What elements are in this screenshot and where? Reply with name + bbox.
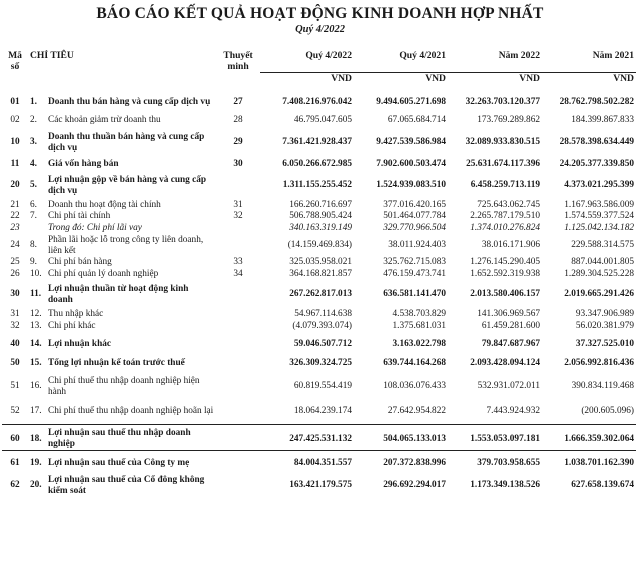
value-year-2021: 390.834.119.468 bbox=[571, 381, 634, 391]
header-note: Thuyết minh bbox=[223, 50, 253, 72]
value-year-2022: 32.263.703.120.377 bbox=[465, 96, 540, 107]
row-note bbox=[216, 333, 260, 353]
value-q4-2021: 3.163.022.798 bbox=[392, 339, 446, 349]
value-q4-2021: 504.065.133.013 bbox=[354, 425, 448, 451]
value-q4-2021: 296.692.294.017 bbox=[383, 480, 446, 490]
row-note: 32 bbox=[233, 211, 243, 221]
value-year-2021: 93.347.906.989 bbox=[575, 308, 634, 319]
value-q4-2021: 639.744.164.268 bbox=[383, 358, 446, 368]
row-code: 22 bbox=[10, 211, 20, 221]
row-code: 23 bbox=[10, 223, 20, 233]
row-note: 33 bbox=[233, 257, 243, 267]
header-item: CHỈ TIÊU bbox=[30, 50, 74, 61]
row-note: 34 bbox=[233, 269, 243, 279]
row-note bbox=[216, 306, 260, 320]
row-code: 02 bbox=[10, 115, 20, 125]
row-label: Tổng lợi nhuận kế toán trước thuế bbox=[48, 358, 185, 368]
row-label: Chi phí thuế thu nhập doanh nghiệp hiện hành bbox=[48, 375, 200, 397]
value-year-2021: 2.056.992.816.436 bbox=[564, 358, 634, 368]
value-q4-2022: 7.408.216.976.042 bbox=[282, 96, 352, 107]
value-year-2021: 887.044.001.805 bbox=[571, 257, 634, 267]
row-label: Chi phí bán hàng bbox=[48, 257, 112, 267]
value-q4-2021: 9.427.539.586.984 bbox=[376, 137, 446, 147]
row-code: 26 bbox=[10, 269, 20, 279]
row-number: 5. bbox=[30, 180, 37, 190]
income-statement-table bbox=[2, 48, 636, 497]
value-year-2022: 25.631.674.117.396 bbox=[466, 158, 540, 169]
value-q4-2021: 38.011.924.403 bbox=[388, 240, 446, 250]
table-row bbox=[2, 85, 636, 112]
row-note bbox=[216, 223, 260, 235]
value-q4-2021: 67.065.684.714 bbox=[387, 115, 446, 125]
value-q4-2021: 108.036.076.433 bbox=[383, 381, 446, 391]
row-number: 14. bbox=[30, 339, 42, 349]
value-year-2021: 28.762.798.502.282 bbox=[559, 96, 634, 107]
value-q4-2022: 364.168.821.857 bbox=[289, 269, 352, 279]
table-row bbox=[2, 211, 636, 223]
row-number: 4. bbox=[30, 158, 37, 169]
row-number: 6. bbox=[30, 199, 37, 210]
value-q4-2022: 267.262.817.013 bbox=[289, 289, 352, 299]
row-label: Doanh thu thuần bán hàng và cung cấp dịch vụ bbox=[48, 131, 205, 153]
value-year-2022: 173.769.289.862 bbox=[477, 115, 540, 125]
row-label: Chi phí quản lý doanh nghiệp bbox=[48, 269, 159, 279]
table-row bbox=[2, 269, 636, 281]
row-note bbox=[216, 425, 260, 451]
value-q4-2021: 1.524.939.083.510 bbox=[376, 180, 446, 190]
row-code: 21 bbox=[10, 199, 20, 210]
table-row bbox=[2, 223, 636, 235]
row-note: 31 bbox=[233, 199, 243, 210]
row-code: 60 bbox=[2, 425, 28, 451]
table-row bbox=[2, 171, 636, 198]
row-note bbox=[216, 373, 260, 399]
value-year-2022: 532.931.072.011 bbox=[477, 381, 540, 391]
row-note bbox=[216, 171, 260, 198]
table-row bbox=[2, 198, 636, 211]
value-q4-2022: 7.361.421.928.437 bbox=[282, 137, 352, 147]
table-row bbox=[2, 373, 636, 399]
row-label: Lợi nhuận gộp về bán hàng và cung cấp dịch vụ bbox=[48, 174, 207, 196]
header-q4-2021: Quý 4/2021 bbox=[399, 50, 446, 61]
row-number: 19. bbox=[30, 458, 42, 469]
row-code: 61 bbox=[10, 458, 20, 469]
row-label: Chi phí tài chính bbox=[48, 211, 111, 221]
row-number bbox=[28, 223, 46, 235]
value-q4-2022: 59.046.507.712 bbox=[293, 339, 352, 349]
row-code: 51 bbox=[10, 381, 20, 391]
table-row bbox=[2, 425, 636, 451]
row-code: 40 bbox=[10, 339, 20, 349]
value-q4-2021: 325.762.715.083 bbox=[383, 257, 446, 267]
value-year-2021: 627.658.139.674 bbox=[571, 480, 634, 490]
row-code: 50 bbox=[10, 358, 20, 368]
value-q4-2021: 329.770.966.504 bbox=[383, 223, 446, 233]
value-q4-2021: 377.016.420.165 bbox=[383, 199, 446, 210]
row-code: 62 bbox=[10, 480, 20, 490]
row-label: Lợi nhuận thuần từ hoạt động kinh doanh bbox=[48, 283, 189, 305]
value-year-2021: 1.167.963.586.009 bbox=[564, 199, 634, 210]
value-year-2022: 6.458.259.713.119 bbox=[470, 180, 540, 190]
value-q4-2021: 1.375.681.031 bbox=[392, 320, 446, 331]
row-label: Các khoản giảm trừ doanh thu bbox=[48, 115, 161, 125]
row-code: 30 bbox=[10, 289, 20, 299]
row-number: 1. bbox=[30, 96, 37, 107]
row-number: 10. bbox=[30, 269, 42, 279]
row-code: 52 bbox=[10, 405, 20, 416]
row-label: Giá vốn hàng bán bbox=[48, 158, 119, 169]
value-year-2022: 1.276.145.290.405 bbox=[470, 257, 540, 267]
row-code: 32 bbox=[10, 320, 20, 331]
row-number: 3. bbox=[30, 137, 37, 147]
row-number: 18. bbox=[28, 425, 46, 451]
value-q4-2022: 46.795.047.605 bbox=[293, 115, 352, 125]
value-year-2022: 7.443.924.932 bbox=[486, 405, 540, 416]
value-q4-2021: 9.494.605.271.698 bbox=[376, 96, 446, 107]
row-number: 17. bbox=[30, 405, 42, 416]
row-label: Doanh thu bán hàng và cung cấp dịch vụ bbox=[48, 96, 211, 107]
table-row bbox=[2, 257, 636, 269]
row-number: 16. bbox=[30, 381, 42, 391]
value-q4-2022: 54.967.114.638 bbox=[294, 308, 352, 319]
row-label: Lợi nhuận sau thuế của Công ty mẹ bbox=[48, 458, 190, 469]
row-label: Trong đó: Chi phí lãi vay bbox=[48, 223, 142, 233]
row-note: 30 bbox=[233, 158, 243, 169]
row-number: 15. bbox=[30, 358, 42, 368]
row-number: 9. bbox=[30, 257, 37, 267]
row-label: Chi phí thuế thu nhập doanh nghiệp hoãn lại bbox=[48, 405, 214, 416]
value-q4-2022: 326.309.324.725 bbox=[289, 358, 352, 368]
row-note: 29 bbox=[233, 137, 243, 147]
row-note bbox=[216, 235, 260, 257]
value-year-2022: 79.847.687.967 bbox=[481, 339, 540, 349]
row-label: Doanh thu hoạt động tài chính bbox=[48, 199, 161, 210]
row-note bbox=[216, 451, 260, 473]
row-note bbox=[216, 353, 260, 373]
table-row bbox=[2, 333, 636, 353]
report-period: Quý 4/2022 bbox=[295, 24, 345, 35]
unit-label: VND bbox=[542, 72, 636, 85]
value-year-2022: 38.016.171.906 bbox=[481, 240, 540, 250]
value-year-2021: 1.574.559.377.524 bbox=[564, 211, 634, 221]
row-code: 25 bbox=[10, 257, 20, 267]
table-row bbox=[2, 473, 636, 497]
value-year-2021: 1.125.042.134.182 bbox=[564, 223, 634, 233]
table-row bbox=[2, 320, 636, 333]
row-label: Lợi nhuận sau thuế của Cổ đông không kiểm soát bbox=[48, 474, 205, 496]
value-year-2022: 141.306.969.567 bbox=[477, 308, 540, 319]
row-number: 13. bbox=[30, 320, 42, 331]
value-q4-2022: (4.079.393.074) bbox=[292, 320, 352, 331]
value-year-2021: 28.578.398.634.449 bbox=[559, 137, 634, 147]
row-label: Phần lãi hoặc lỗ trong công ty liên doanh, liên kết bbox=[48, 234, 204, 256]
value-q4-2022: 247.425.531.132 bbox=[260, 425, 354, 451]
table-row bbox=[2, 353, 636, 373]
row-number: 7. bbox=[30, 211, 37, 221]
value-year-2021: 37.327.525.010 bbox=[575, 339, 634, 349]
value-year-2022: 61.459.281.600 bbox=[481, 320, 540, 331]
row-note bbox=[216, 281, 260, 306]
value-year-2021: (200.605.096) bbox=[581, 405, 634, 416]
value-year-2021: 184.399.867.833 bbox=[571, 115, 634, 125]
value-year-2022: 379.703.958.655 bbox=[477, 458, 540, 469]
value-year-2022: 32.089.933.830.515 bbox=[465, 137, 540, 147]
row-label: Chi phí khác bbox=[48, 320, 96, 331]
value-q4-2021: 501.464.077.784 bbox=[383, 211, 446, 221]
value-q4-2022: 1.311.155.255.452 bbox=[282, 180, 352, 190]
table-row bbox=[2, 306, 636, 320]
table-row bbox=[2, 112, 636, 128]
value-year-2021: 1.038.701.162.390 bbox=[564, 458, 634, 469]
header-code: Mã số bbox=[8, 50, 22, 72]
row-note bbox=[216, 399, 260, 425]
table-row bbox=[2, 451, 636, 473]
row-number: 11. bbox=[30, 289, 42, 299]
unit-label: VND bbox=[448, 72, 542, 85]
row-note bbox=[216, 320, 260, 333]
value-q4-2022: 163.421.179.575 bbox=[289, 480, 352, 490]
value-year-2021: 56.020.381.979 bbox=[575, 320, 634, 331]
value-q4-2021: 27.642.954.822 bbox=[387, 405, 446, 416]
table-row bbox=[2, 155, 636, 171]
value-q4-2022: 325.035.958.021 bbox=[289, 257, 352, 267]
value-year-2022: 2.265.787.179.510 bbox=[470, 211, 540, 221]
value-q4-2021: 476.159.473.741 bbox=[383, 269, 446, 279]
value-q4-2021: 4.538.703.829 bbox=[392, 308, 446, 319]
unit-label: VND bbox=[260, 72, 354, 85]
unit-label: VND bbox=[354, 72, 448, 85]
value-q4-2022: 340.163.319.149 bbox=[289, 223, 352, 233]
row-code: 01 bbox=[10, 96, 20, 107]
row-number: 8. bbox=[30, 240, 37, 250]
value-year-2021: 1.666.359.302.064 bbox=[542, 425, 636, 451]
header-year-2022: Năm 2022 bbox=[498, 50, 540, 61]
table-row bbox=[2, 399, 636, 425]
row-number: 12. bbox=[30, 308, 42, 319]
row-code: 11 bbox=[10, 158, 20, 169]
row-code: 24 bbox=[10, 240, 20, 250]
value-q4-2022: (14.159.469.834) bbox=[287, 240, 352, 250]
value-q4-2021: 7.902.600.503.474 bbox=[376, 158, 446, 169]
row-note bbox=[216, 473, 260, 497]
row-label: Lợi nhuận sau thuế thu nhập doanh nghiệp bbox=[46, 425, 216, 451]
value-year-2022: 1.652.592.319.938 bbox=[470, 269, 540, 279]
value-q4-2022: 60.819.554.419 bbox=[293, 381, 352, 391]
value-year-2022: 1.374.010.276.824 bbox=[470, 223, 540, 233]
value-year-2021: 229.588.314.575 bbox=[571, 240, 634, 250]
value-q4-2021: 207.372.838.996 bbox=[383, 458, 446, 469]
value-year-2022: 2.013.580.406.157 bbox=[470, 289, 540, 299]
header-q4-2022: Quý 4/2022 bbox=[305, 50, 352, 61]
row-label: Lợi nhuận khác bbox=[48, 339, 112, 349]
row-number: 20. bbox=[30, 480, 42, 490]
value-q4-2021: 636.581.141.470 bbox=[383, 289, 446, 299]
value-year-2021: 4.373.021.295.399 bbox=[564, 180, 634, 190]
value-q4-2022: 506.788.905.424 bbox=[289, 211, 352, 221]
header-year-2021: Năm 2021 bbox=[592, 50, 634, 61]
value-q4-2022: 18.064.239.174 bbox=[293, 405, 352, 416]
row-note: 28 bbox=[233, 115, 243, 125]
value-q4-2022: 166.260.716.697 bbox=[289, 199, 352, 210]
table-row bbox=[2, 128, 636, 155]
table-row bbox=[2, 281, 636, 306]
row-code: 31 bbox=[10, 308, 20, 319]
row-code: 20 bbox=[10, 180, 20, 190]
value-year-2021: 2.019.665.291.426 bbox=[564, 289, 634, 299]
report-title: BÁO CÁO KẾT QUẢ HOẠT ĐỘNG KINH DOANH HỢP NHẤT bbox=[96, 5, 544, 22]
value-year-2022: 1.173.349.138.526 bbox=[470, 480, 540, 490]
row-label: Thu nhập khác bbox=[48, 308, 104, 319]
value-q4-2022: 6.050.266.672.985 bbox=[282, 158, 352, 169]
value-year-2022: 2.093.428.094.124 bbox=[470, 358, 540, 368]
value-year-2022: 1.553.053.097.181 bbox=[448, 425, 542, 451]
row-number: 2. bbox=[30, 115, 37, 125]
row-code: 10 bbox=[10, 137, 20, 147]
value-year-2022: 725.643.062.745 bbox=[477, 199, 540, 210]
value-year-2021: 1.289.304.525.228 bbox=[564, 269, 634, 279]
table-row bbox=[2, 235, 636, 257]
value-q4-2022: 84.004.351.557 bbox=[293, 458, 352, 469]
value-year-2021: 24.205.377.339.850 bbox=[559, 158, 634, 169]
row-note: 27 bbox=[233, 96, 243, 107]
